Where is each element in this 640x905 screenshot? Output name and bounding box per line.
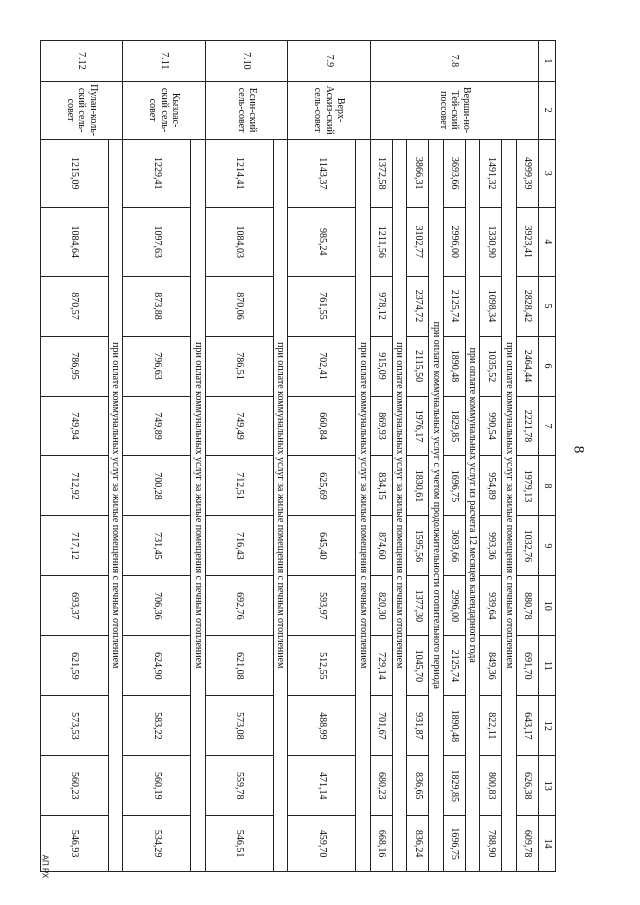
value-cell: 1696,75 <box>444 816 466 872</box>
value-cell: 701,67 <box>371 696 393 756</box>
value-cell: 1491,32 <box>480 139 502 208</box>
value-cell: 1097,63 <box>123 208 191 277</box>
value-cell: 990,54 <box>480 396 502 456</box>
value-cell: 573,08 <box>206 696 274 756</box>
value-cell: 3102,77 <box>407 208 429 277</box>
value-cell: 1032,76 <box>517 516 539 576</box>
category-label: при оплате коммунальных услуг с учетом продолжительности отопительного периода <box>429 139 444 872</box>
table-row <box>123 41 191 872</box>
settlement-name: Есин-ский сель-совет <box>206 81 289 139</box>
category-label: при оплате коммунальных услуг из расчета 12 месяцев календарного года <box>466 139 481 872</box>
header-cell: 1 <box>539 41 556 82</box>
tariff-table <box>40 40 556 872</box>
value-cell: 626,38 <box>517 756 539 816</box>
value-cell: 1829,85 <box>444 396 466 456</box>
category-label: при оплате коммунальных услуг за жилые помещения с печным отоплением <box>191 139 206 872</box>
value-cell: 761,55 <box>288 276 356 336</box>
value-cell: 2828,42 <box>517 276 539 336</box>
value-cell: 2464,44 <box>517 336 539 396</box>
value-cell: 2125,74 <box>444 276 466 336</box>
header-cell: 10 <box>539 576 556 636</box>
value-cell: 471,14 <box>288 756 356 816</box>
value-cell: 873,88 <box>123 276 191 336</box>
value-cell: 731,45 <box>123 516 191 576</box>
category-row <box>393 41 408 872</box>
settlement-name: Пулан-коль-ский сель-совет <box>41 81 124 139</box>
category-row <box>466 41 481 872</box>
value-cell: 1830,61 <box>407 456 429 516</box>
value-cell: 692,76 <box>206 576 274 636</box>
value-cell: 693,37 <box>41 576 109 636</box>
value-cell: 1215,09 <box>41 139 109 208</box>
value-cell: 2115,50 <box>407 336 429 396</box>
value-cell: 546,93 <box>41 816 109 872</box>
page-number: 8 <box>570 445 587 454</box>
value-cell: 1229,41 <box>123 139 191 208</box>
value-cell: 1829,85 <box>444 756 466 816</box>
value-cell: 645,40 <box>288 516 356 576</box>
header-cell: 9 <box>539 516 556 576</box>
table-row <box>288 41 356 872</box>
table-row <box>371 41 393 872</box>
value-cell: 800,83 <box>480 756 502 816</box>
value-cell: 546,51 <box>206 816 274 872</box>
value-cell: 668,16 <box>371 816 393 872</box>
value-cell: 880,78 <box>517 576 539 636</box>
value-cell: 625,69 <box>288 456 356 516</box>
value-cell: 4999,39 <box>517 139 539 208</box>
table-body <box>41 41 539 872</box>
header-cell: 3 <box>539 139 556 208</box>
category-row <box>356 41 371 872</box>
value-cell: 1976,17 <box>407 396 429 456</box>
value-cell: 3923,41 <box>517 208 539 277</box>
value-cell: 834,15 <box>371 456 393 516</box>
value-cell: 712,92 <box>41 456 109 516</box>
item-code: 7.12 <box>41 41 124 82</box>
rotated-table-container <box>65 40 556 872</box>
value-cell: 874,60 <box>371 516 393 576</box>
value-cell: 717,12 <box>41 516 109 576</box>
value-cell: 459,70 <box>288 816 356 872</box>
value-cell: 954,89 <box>480 456 502 516</box>
value-cell: 1211,56 <box>371 208 393 277</box>
value-cell: 788,90 <box>480 816 502 872</box>
header-row <box>539 41 556 872</box>
category-label: при оплате коммунальных услуг за жилые помещения с печным отоплением <box>393 139 408 872</box>
value-cell: 609,78 <box>517 816 539 872</box>
category-row <box>109 41 124 872</box>
value-cell: 786,95 <box>41 336 109 396</box>
value-cell: 1595,56 <box>407 516 429 576</box>
value-cell: 691,70 <box>517 636 539 696</box>
value-cell: 1084,64 <box>41 208 109 277</box>
value-cell: 643,17 <box>517 696 539 756</box>
value-cell: 1377,30 <box>407 576 429 636</box>
value-cell: 796,63 <box>123 336 191 396</box>
value-cell: 915,09 <box>371 336 393 396</box>
value-cell: 716,43 <box>206 516 274 576</box>
value-cell: 749,94 <box>41 396 109 456</box>
value-cell: 573,53 <box>41 696 109 756</box>
value-cell: 822,11 <box>480 696 502 756</box>
value-cell: 836,24 <box>407 816 429 872</box>
category-label: при оплате коммунальных услуг за жилые помещения с печным отоплением <box>356 139 371 872</box>
category-row <box>191 41 206 872</box>
table-row <box>407 41 429 872</box>
value-cell: 700,28 <box>123 456 191 516</box>
table-row <box>517 41 539 872</box>
value-cell: 624,90 <box>123 636 191 696</box>
header-cell: 7 <box>539 396 556 456</box>
value-cell: 870,06 <box>206 276 274 336</box>
value-cell: 985,24 <box>288 208 356 277</box>
item-code: 7.10 <box>206 41 289 82</box>
value-cell: 1890,48 <box>444 696 466 756</box>
header-cell: 6 <box>539 336 556 396</box>
value-cell: 621,08 <box>206 636 274 696</box>
table-row <box>206 41 274 872</box>
value-cell: 1143,37 <box>288 139 356 208</box>
header-cell: 5 <box>539 276 556 336</box>
item-code: 7.11 <box>123 41 206 82</box>
header-cell: 13 <box>539 756 556 816</box>
value-cell: 1330,90 <box>480 208 502 277</box>
value-cell: 712,51 <box>206 456 274 516</box>
value-cell: 706,36 <box>123 576 191 636</box>
value-cell: 1979,13 <box>517 456 539 516</box>
value-cell: 488,99 <box>288 696 356 756</box>
value-cell: 978,12 <box>371 276 393 336</box>
value-cell: 560,23 <box>41 756 109 816</box>
value-cell: 870,57 <box>41 276 109 336</box>
value-cell: 2221,78 <box>517 396 539 456</box>
value-cell: 993,36 <box>480 516 502 576</box>
value-cell: 2996,00 <box>444 208 466 277</box>
document-page <box>65 40 556 872</box>
value-cell: 660,84 <box>288 396 356 456</box>
header-cell: 2 <box>539 81 556 139</box>
value-cell: 2996,00 <box>444 576 466 636</box>
value-cell: 1696,75 <box>444 456 466 516</box>
item-code: 7.8 <box>371 41 539 82</box>
value-cell: 534,29 <box>123 816 191 872</box>
value-cell: 749,89 <box>123 396 191 456</box>
header-cell: 11 <box>539 636 556 696</box>
category-row <box>274 41 289 872</box>
table-row <box>41 41 109 872</box>
value-cell: 559,78 <box>206 756 274 816</box>
footer-code: АП РХ <box>40 854 50 879</box>
header-cell: 4 <box>539 208 556 277</box>
value-cell: 786,51 <box>206 336 274 396</box>
value-cell: 1372,58 <box>371 139 393 208</box>
value-cell: 560,19 <box>123 756 191 816</box>
value-cell: 1084,03 <box>206 208 274 277</box>
table-row <box>444 41 466 872</box>
category-label: при оплате коммунальных услуг за жилые помещения с печным отоплением <box>502 139 517 872</box>
value-cell: 939,64 <box>480 576 502 636</box>
value-cell: 749,49 <box>206 396 274 456</box>
header-cell: 14 <box>539 816 556 872</box>
settlement-name: Верши-но-Тей-ский поссовет <box>371 81 539 139</box>
table-row <box>480 41 502 872</box>
value-cell: 820,30 <box>371 576 393 636</box>
settlement-name: Верх-Аскиз-ский сель-совет <box>288 81 371 139</box>
value-cell: 621,59 <box>41 636 109 696</box>
value-cell: 2125,74 <box>444 636 466 696</box>
value-cell: 836,65 <box>407 756 429 816</box>
category-label: при оплате коммунальных услуг за жилые помещения с печным отоплением <box>109 139 124 872</box>
category-row <box>429 41 444 872</box>
value-cell: 1214,41 <box>206 139 274 208</box>
header-cell: 8 <box>539 456 556 516</box>
value-cell: 869,93 <box>371 396 393 456</box>
value-cell: 1098,34 <box>480 276 502 336</box>
value-cell: 680,23 <box>371 756 393 816</box>
value-cell: 3866,31 <box>407 139 429 208</box>
value-cell: 702,41 <box>288 336 356 396</box>
value-cell: 849,36 <box>480 636 502 696</box>
value-cell: 583,22 <box>123 696 191 756</box>
value-cell: 512,55 <box>288 636 356 696</box>
value-cell: 1035,52 <box>480 336 502 396</box>
header-cell: 12 <box>539 696 556 756</box>
value-cell: 1045,70 <box>407 636 429 696</box>
value-cell: 729,14 <box>371 636 393 696</box>
value-cell: 593,97 <box>288 576 356 636</box>
value-cell: 1890,48 <box>444 336 466 396</box>
item-code: 7.9 <box>288 41 371 82</box>
value-cell: 3693,66 <box>444 139 466 208</box>
category-label: при оплате коммунальных услуг за жилые помещения с печным отоплением <box>274 139 289 872</box>
value-cell: 931,87 <box>407 696 429 756</box>
category-row <box>502 41 517 872</box>
value-cell: 2374,72 <box>407 276 429 336</box>
value-cell: 3693,66 <box>444 516 466 576</box>
settlement-name: Кызлас-ский сель-совет <box>123 81 206 139</box>
